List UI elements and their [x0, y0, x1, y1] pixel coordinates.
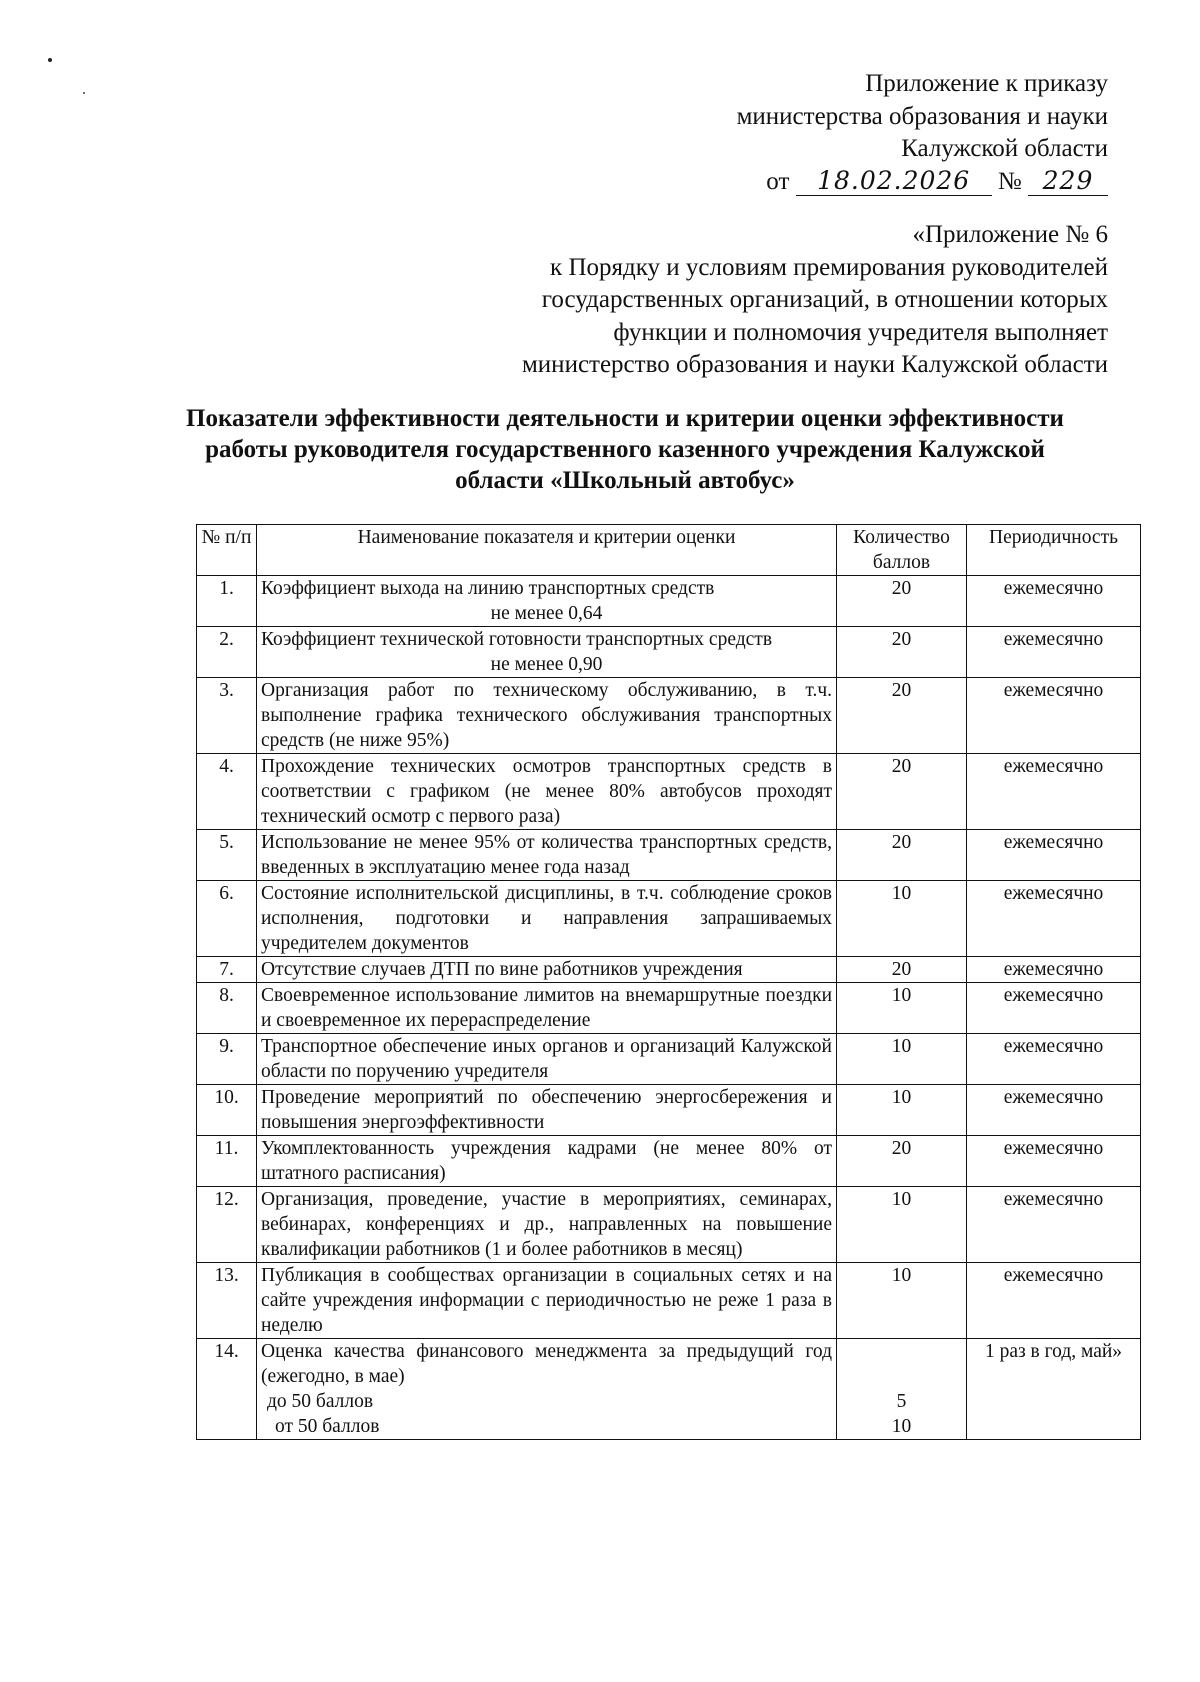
header-name: Наименование показателя и критерии оценки: [257, 525, 837, 576]
row-period: ежемесячно: [967, 678, 1141, 754]
table-row: [197, 1085, 1141, 1136]
row-sub-criterion-2: от 50 баллов: [275, 1416, 380, 1437]
row-points: 20: [837, 678, 967, 754]
row-num: 14.: [197, 1339, 257, 1440]
order-date: 18.02.2026: [817, 165, 971, 195]
row-name: Своевременное использование лимитов на внемаршрутные поездки и своевременное их перераспределение: [257, 983, 837, 1034]
row-points: 20: [837, 830, 967, 881]
row-indicator: Оценка качества финансового менеджмента за предыдущий год (ежегодно, в мае): [261, 1341, 832, 1387]
row-name: Состояние исполнительской дисциплины, в т.ч. соблюдение сроков исполнения, подготовки и направления запрашиваемых учредителем документов: [257, 881, 837, 957]
row-points: 10: [837, 983, 967, 1034]
order-line-2: министерства образования и науки: [736, 102, 1108, 130]
row-num: 13.: [197, 1263, 257, 1339]
row-points: [837, 1339, 967, 1440]
table-row: [197, 1136, 1141, 1187]
row-indicator: Коэффициент технической готовности транспортных средств: [261, 629, 773, 650]
table-row: [197, 983, 1141, 1034]
table-row: [197, 1034, 1141, 1085]
table-row: [197, 1187, 1141, 1263]
row-period: ежемесячно: [967, 1187, 1141, 1263]
row-period: 1 раз в год, май»: [967, 1339, 1141, 1440]
row-num: 4.: [197, 754, 257, 830]
row-points: 10: [837, 1085, 967, 1136]
row-name: Прохождение технических осмотров транспортных средств в соответствии с графиком (не менее 80% автобусов проходят технический осмотр с первого раза): [257, 754, 837, 830]
table-row: [197, 1339, 1141, 1440]
row-period: ежемесячно: [967, 1085, 1141, 1136]
row-criterion: не менее 0,90: [490, 654, 603, 675]
row-name: Транспортное обеспечение иных органов и организаций Калужской области по поручению учредителя: [257, 1034, 837, 1085]
header-period: Периодичность: [967, 525, 1141, 576]
row-name: [257, 627, 837, 678]
row-period: ежемесячно: [967, 957, 1141, 983]
scan-speck: [48, 58, 52, 62]
row-points: 20: [837, 754, 967, 830]
row-name: Отсутствие случаев ДТП по вине работников учреждения: [257, 957, 837, 983]
number-prefix: №: [997, 167, 1022, 195]
row-num: 3.: [197, 678, 257, 754]
order-date-field: [796, 165, 992, 196]
row-period: ежемесячно: [967, 983, 1141, 1034]
order-date-number-line: [648, 166, 1108, 199]
row-period: ежемесячно: [967, 576, 1141, 627]
row-points: 10: [837, 1034, 967, 1085]
row-name: Укомплектованность учреждения кадрами (не менее 80% от штатного расписания): [257, 1136, 837, 1187]
row-num: 9.: [197, 1034, 257, 1085]
table-row: [197, 1263, 1141, 1339]
row-points: 20: [837, 1136, 967, 1187]
row-period: ежемесячно: [967, 1263, 1141, 1339]
row-name: Организация работ по техническому обслуживанию, в т.ч. выполнение графика технического обслуживания транспортных средств (не ниже 95%): [257, 678, 837, 754]
appendix-line-4: функции и полномочия учредителя выполняет: [613, 318, 1108, 346]
row-points: 10: [837, 881, 967, 957]
table-row: [197, 830, 1141, 881]
date-prefix: от: [766, 167, 790, 195]
table-row: [197, 754, 1141, 830]
row-name: Использование не менее 95% от количества транспортных средств, введенных в эксплуатацию менее года назад: [257, 830, 837, 881]
row-criterion: не менее 0,64: [490, 603, 603, 624]
row-name: [257, 576, 837, 627]
table-row: [197, 881, 1141, 957]
title-line-1: Показатели эффективности деятельности и критерии оценки эффективности: [186, 405, 1064, 432]
indicators-table: [196, 524, 1141, 1440]
table-row: [197, 678, 1141, 754]
order-number-field: [1028, 165, 1108, 196]
row-name: [257, 1339, 837, 1440]
row-indicator: Коэффициент выхода на линию транспортных средств: [261, 578, 715, 599]
points-spacer: [841, 1364, 962, 1389]
row-period: ежемесячно: [967, 830, 1141, 881]
appendix-line-2: к Порядку и условиям премирования руководителей: [550, 253, 1108, 281]
row-num: 10.: [197, 1085, 257, 1136]
row-period: ежемесячно: [967, 1034, 1141, 1085]
row-points: 10: [837, 1263, 967, 1339]
row-name: Публикация в сообществах организации в социальных сетях и на сайте учреждения информации с периодичностью не реже 1 раза в неделю: [257, 1263, 837, 1339]
title-line-2: работы руководителя государственного казенного учреждения Калужской: [205, 436, 1045, 463]
document-title: [150, 403, 1100, 496]
points-spacer: [841, 1339, 962, 1364]
table-row: [197, 957, 1141, 983]
order-line-3: Калужской области: [901, 135, 1108, 162]
scan-speck: [83, 92, 85, 94]
row-name: Организация, проведение, участие в мероприятиях, семинарах, вебинарах, конференциях и др., направленных на повышение квалификации работников (1 и более работников в месяц): [257, 1187, 837, 1263]
header-num: № п/п: [197, 525, 257, 576]
row-points-1: 5: [896, 1391, 907, 1412]
row-period: ежемесячно: [967, 881, 1141, 957]
row-period: ежемесячно: [967, 1136, 1141, 1187]
table-row: [197, 627, 1141, 678]
header-points: Количество баллов: [837, 525, 967, 576]
row-num: 8.: [197, 983, 257, 1034]
row-points: 10: [837, 1187, 967, 1263]
row-num: 6.: [197, 881, 257, 957]
row-num: 7.: [197, 957, 257, 983]
order-reference: [648, 68, 1108, 198]
title-line-3: области «Школьный автобус»: [455, 467, 795, 494]
row-points: 20: [837, 957, 967, 983]
appendix-line-5: министерство образования и науки Калужской области: [521, 351, 1108, 378]
appendix-line-1: «Приложение № 6: [912, 221, 1108, 248]
row-sub-criterion-1: до 50 баллов: [267, 1391, 374, 1412]
row-num: 2.: [197, 627, 257, 678]
row-num: 12.: [197, 1187, 257, 1263]
order-line-1: Приложение к приказу: [865, 70, 1108, 97]
appendix-reference: [408, 219, 1108, 382]
appendix-line-3: государственных организаций, в отношении которых: [541, 286, 1108, 313]
row-period: ежемесячно: [967, 627, 1141, 678]
row-num: 5.: [197, 830, 257, 881]
row-num: 11.: [197, 1136, 257, 1187]
row-points: 20: [837, 627, 967, 678]
row-name: Проведение мероприятий по обеспечению энергосбережения и повышения энергоэффективности: [257, 1085, 837, 1136]
row-points-2: 10: [891, 1416, 912, 1437]
order-number: 229: [1042, 165, 1094, 195]
table-header-row: [197, 525, 1141, 576]
row-num: 1.: [197, 576, 257, 627]
table-row: [197, 576, 1141, 627]
row-period: ежемесячно: [967, 754, 1141, 830]
row-points: 20: [837, 576, 967, 627]
